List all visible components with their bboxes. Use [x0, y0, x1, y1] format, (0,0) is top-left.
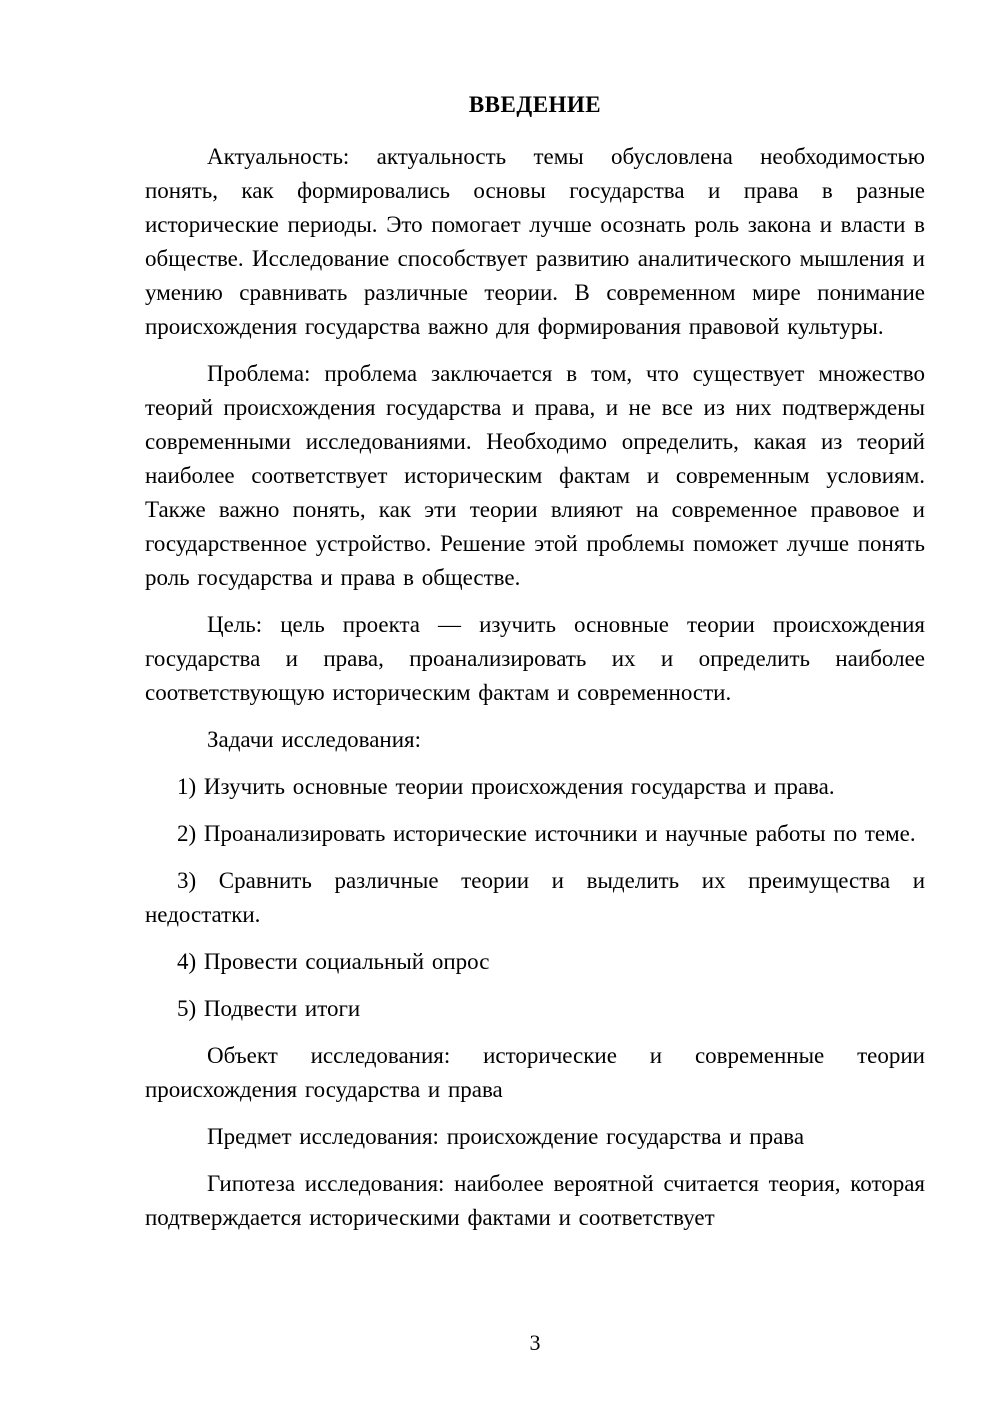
paragraph-subject: Предмет исследования: происхождение государства и права [207, 1124, 805, 1149]
page-title: ВВЕДЕНИЕ [468, 92, 602, 117]
paragraph-problem: Проблема: проблема заключается в том, что существует множество теорий происхождения государства и права, и не все из них подтверждены современными исследованиями. Необходимо определить, какая из теорий наиболее соответствует историческим фактам и современным условиям. Также важно понять, как эти теории влияют на современное правовое и государственное устройство. Решение этой проблемы поможет лучше понять роль государства и права в обществе. [145, 361, 925, 590]
task-item-5: 5) Подвести итоги [177, 996, 361, 1021]
task-item-2: 2) Проанализировать исторические источники и научные работы по теме. [177, 821, 916, 846]
task-item-4: 4) Провести социальный опрос [177, 949, 490, 974]
task-item-1: 1) Изучить основные теории происхождения государства и права. [177, 774, 835, 799]
task-item-3: 3) Сравнить различные теории и выделить их преимущества и недостатки. [145, 868, 925, 927]
paragraph-tasks-heading: Задачи исследования: [207, 727, 422, 752]
paragraph-object: Объект исследования: исторические и современные теории происхождения государства и права [145, 1043, 925, 1102]
paragraph-hypothesis: Гипотеза исследования: наиболее вероятной считается теория, которая подтверждается историческими фактами и соответствует [145, 1171, 925, 1230]
page-number: 3 [529, 1330, 541, 1355]
paragraph-goal: Цель: цель проекта — изучить основные теории происхождения государства и права, проанализировать их и определить наиболее соответствующую историческим фактам и современности. [145, 612, 925, 705]
document-content [145, 92, 925, 1248]
paragraph-relevance: Актуальность: актуальность темы обусловлена необходимостью понять, как формировались основы государства и права в разные исторические периоды. Это помогает лучше осознать роль закона и власти в обществе. Исследование способствует развитию аналитического мышления и умению сравнивать различные теории. В современном мире понимание происхождения государства важно для формирования правовой культуры. [145, 144, 925, 339]
